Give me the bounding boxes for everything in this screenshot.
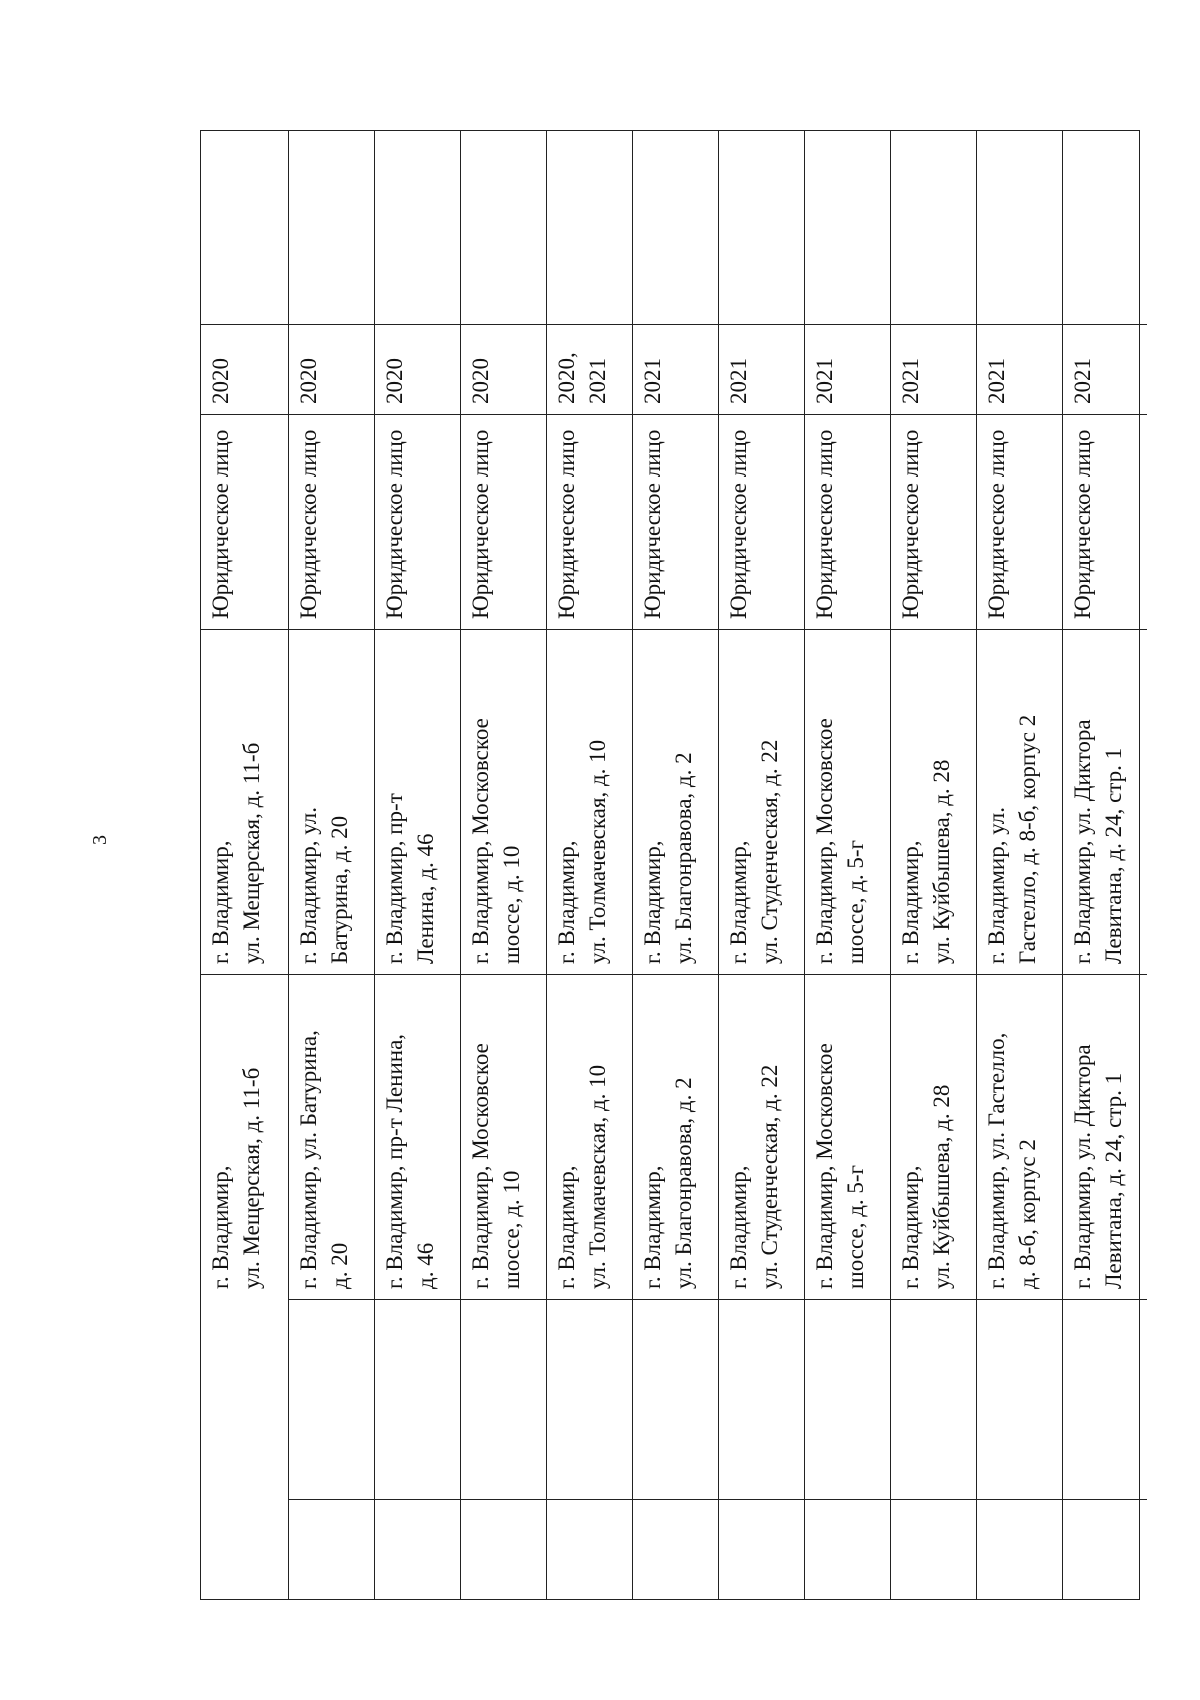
cell-blank-3: [891, 129, 976, 324]
cell-address-1: г. Владимир, ул. Студенческая, д. 22: [719, 974, 804, 1299]
cell-year: 2021: [805, 324, 890, 414]
cell-address-2: г. Владимир, ул. Толмачевская, д. 10: [547, 629, 632, 974]
cell-blank-2: [461, 1299, 546, 1499]
cell-blank-3: [289, 129, 374, 324]
cell-blank-2: [289, 1299, 374, 1499]
table-row: [375, 131, 461, 1599]
cell-blank-2: [201, 1299, 288, 1499]
cell-address-2: г. Владимир, пр-т Ленина, д. 46: [375, 629, 460, 974]
cell-address-1: г. Владимир, ул. Гастелло, д. 8-б, корпус 2: [977, 974, 1062, 1299]
cell-blank-1: [375, 1499, 460, 1599]
cell-address-1: г. Владимир, Московское шоссе, д. 5-г: [805, 974, 890, 1299]
cell-blank-2: [719, 1299, 804, 1499]
cell-blank-3: [461, 129, 546, 324]
cell-address-2: г. Владимир, ул. Диктора Левитана, д. 24, стр. 1: [1063, 629, 1147, 974]
cell-entity-type: Юридическое лицо: [633, 414, 718, 629]
cell-blank-3: [719, 129, 804, 324]
cell-address-1: г. Владимир, ул. Благонравова, д. 2: [633, 974, 718, 1299]
cell-address-2: г. Владимир, Московское шоссе, д. 10: [461, 629, 546, 974]
cell-entity-type: Юридическое лицо: [1063, 414, 1147, 629]
page-number: 3: [89, 835, 111, 845]
cell-address-1: г. Владимир, ул. Диктора Левитана, д. 24, стр. 1: [1063, 974, 1147, 1299]
cell-blank-3: [633, 129, 718, 324]
cell-blank-3: [375, 129, 460, 324]
cell-address-2: г. Владимир, ул. Студенческая, д. 22: [719, 629, 804, 974]
cell-address-1: г. Владимир, ул. Батурина, д. 20: [289, 974, 374, 1299]
table-row: [633, 131, 719, 1599]
cell-address-2: г. Владимир, ул. Гастелло, д. 8-б, корпус 2: [977, 629, 1062, 974]
cell-blank-2: [547, 1299, 632, 1499]
table-row: [891, 131, 977, 1599]
cell-entity-type: Юридическое лицо: [891, 414, 976, 629]
cell-blank-1: [719, 1499, 804, 1599]
table-row: [461, 131, 547, 1599]
cell-blank-2: [805, 1299, 890, 1499]
cell-entity-type: Юридическое лицо: [201, 414, 288, 629]
table-row: [289, 131, 375, 1599]
rotated-table-container: [200, 130, 1140, 1600]
cell-address-2: г. Владимир, ул. Мещерская, д. 11-б: [201, 629, 288, 974]
cell-blank-3: [547, 129, 632, 324]
cell-address-2: г. Владимир, ул. Благонравова, д. 2: [633, 629, 718, 974]
cell-address-1: г. Владимир, ул. Куйбышева, д. 28: [891, 974, 976, 1299]
cell-year: 2020: [461, 324, 546, 414]
cell-address-1: г. Владимир, ул. Толмачевская, д. 10: [547, 974, 632, 1299]
cell-entity-type: Юридическое лицо: [977, 414, 1062, 629]
cell-blank-1: [805, 1499, 890, 1599]
cell-year: 2021: [891, 324, 976, 414]
cell-entity-type: Юридическое лицо: [547, 414, 632, 629]
table-row: [1063, 131, 1147, 1599]
addresses-table: [200, 130, 1140, 1600]
cell-year: 2020, 2021: [547, 324, 632, 414]
cell-entity-type: Юридическое лицо: [375, 414, 460, 629]
cell-address-1: г. Владимир, Московское шоссе, д. 10: [461, 974, 546, 1299]
cell-year: 2021: [633, 324, 718, 414]
cell-entity-type: Юридическое лицо: [719, 414, 804, 629]
cell-entity-type: Юридическое лицо: [289, 414, 374, 629]
cell-blank-2: [633, 1299, 718, 1499]
cell-blank-2: [375, 1299, 460, 1499]
cell-year: 2021: [719, 324, 804, 414]
cell-entity-type: Юридическое лицо: [805, 414, 890, 629]
table-row: [547, 131, 633, 1599]
cell-blank-1: [977, 1499, 1062, 1599]
cell-blank-2: [977, 1299, 1062, 1499]
cell-blank-3: [805, 129, 890, 324]
cell-year: 2020: [201, 324, 288, 414]
cell-year: 2020: [375, 324, 460, 414]
table-row: [805, 131, 891, 1599]
cell-blank-3: [201, 129, 288, 324]
cell-blank-1: [289, 1499, 374, 1599]
table-row: [719, 131, 805, 1599]
cell-blank-1: [633, 1499, 718, 1599]
cell-blank-2: [891, 1299, 976, 1499]
table-row: [977, 131, 1063, 1599]
cell-address-1: г. Владимир, ул. Мещерская, д. 11-б: [201, 974, 288, 1299]
cell-year: 2021: [1063, 324, 1147, 414]
cell-address-2: г. Владимир, ул. Куйбышева, д. 28: [891, 629, 976, 974]
cell-blank-1: [891, 1499, 976, 1599]
cell-address-1: г. Владимир, пр-т Ленина, д. 46: [375, 974, 460, 1299]
cell-blank-1: [461, 1499, 546, 1599]
cell-blank-1: [201, 1499, 288, 1599]
cell-year: 2021: [977, 324, 1062, 414]
cell-blank-3: [1063, 129, 1147, 324]
cell-blank-3: [977, 129, 1062, 324]
cell-year: 2020: [289, 324, 374, 414]
cell-address-2: г. Владимир, Московское шоссе, д. 5-г: [805, 629, 890, 974]
cell-address-2: г. Владимир, ул. Батурина, д. 20: [289, 629, 374, 974]
cell-blank-2: [1063, 1299, 1147, 1499]
cell-entity-type: Юридическое лицо: [461, 414, 546, 629]
cell-blank-1: [1063, 1499, 1147, 1599]
cell-blank-1: [547, 1499, 632, 1599]
table-row: [201, 131, 289, 1599]
